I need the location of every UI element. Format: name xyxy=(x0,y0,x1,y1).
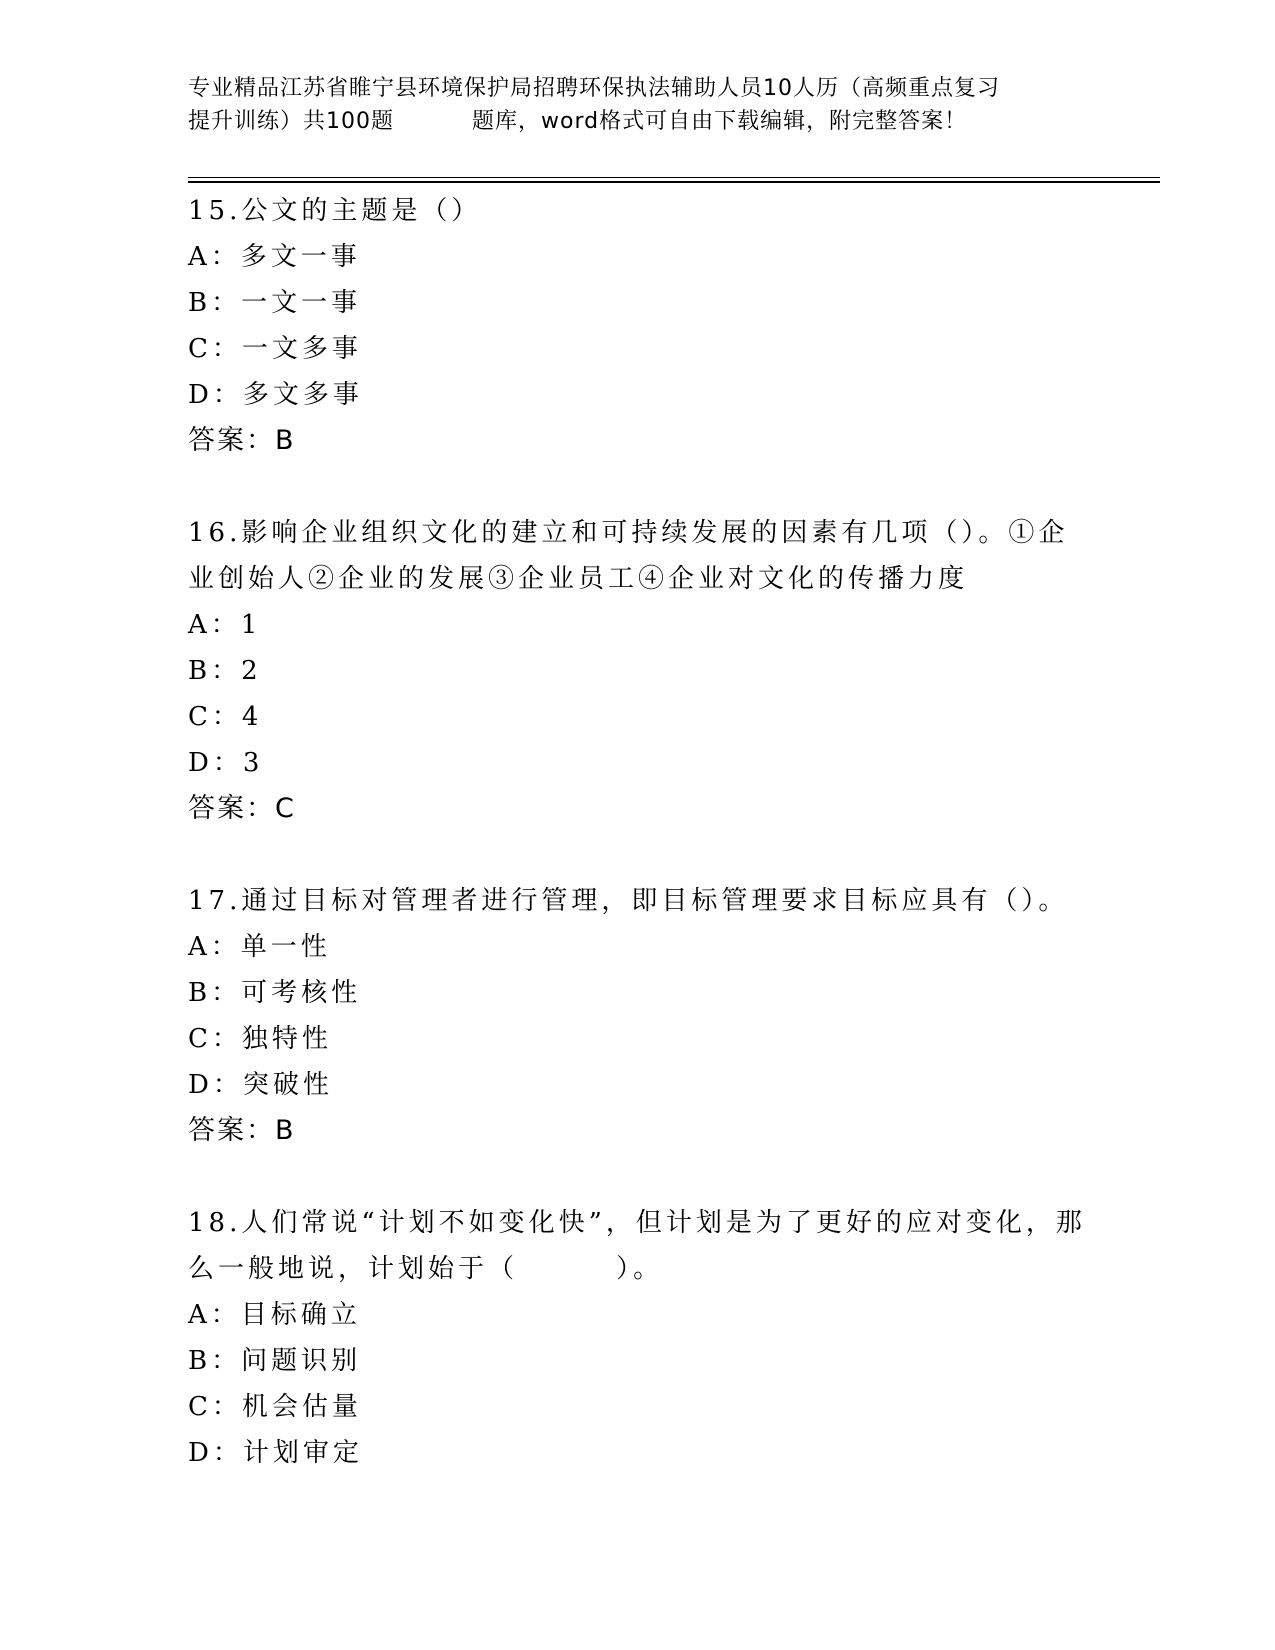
document-header xyxy=(188,72,1088,138)
question-stem: 15.公文的主题是（） xyxy=(188,196,482,226)
option-b: B：可考核性 xyxy=(188,978,362,1008)
header-title-line-1: 专业精品江苏省睢宁县环境保护局招聘环保执法辅助人员10人历（高频重点复习 xyxy=(188,76,1000,101)
option-b: B：问题识别 xyxy=(188,1346,362,1376)
option-a: A：单一性 xyxy=(188,932,331,962)
answer-text: 答案：C xyxy=(188,793,296,824)
option-d: D：3 xyxy=(188,748,264,778)
option-c: C：独特性 xyxy=(188,1024,332,1054)
option-c: C：4 xyxy=(188,702,263,732)
question-stem: 17.通过目标对管理者进行管理，即目标管理要求目标应具有（）。 xyxy=(188,886,1069,916)
header-divider-thick xyxy=(188,181,1160,183)
answer-text: 答案：B xyxy=(188,1115,296,1146)
option-d: D：多文多事 xyxy=(188,380,363,410)
question-18 xyxy=(188,1200,1088,1476)
option-c: C：机会估量 xyxy=(188,1392,362,1422)
option-a: A：1 xyxy=(188,610,262,640)
option-a: A：多文一事 xyxy=(188,242,361,272)
header-title-line-2 xyxy=(188,105,1088,138)
question-stem: 18.人们常说“计划不如变化快”，但计划是为了更好的应对变化，那么一般地说，计划始于（ ）。 xyxy=(188,1208,1086,1284)
option-d: D：突破性 xyxy=(188,1070,333,1100)
option-b: B：2 xyxy=(188,656,262,686)
question-list xyxy=(188,188,1088,1522)
option-c: C：一文多事 xyxy=(188,334,362,364)
header-divider-thin xyxy=(188,177,1160,178)
option-b: B：一文一事 xyxy=(188,288,362,318)
header-title-part-1: 提升训练）共100题 xyxy=(188,109,394,134)
question-16 xyxy=(188,510,1088,832)
option-d: D：计划审定 xyxy=(188,1438,363,1468)
option-a: A：目标确立 xyxy=(188,1300,361,1330)
question-17 xyxy=(188,878,1088,1154)
header-title-part-2: 题库，word格式可自由下载编辑，附完整答案！ xyxy=(472,109,968,134)
question-15 xyxy=(188,188,1088,464)
question-stem: 16.影响企业组织文化的建立和可持续发展的因素有几项（）。①企业创始人②企业的发展③企业员工④企业对文化的传播力度 xyxy=(188,518,1069,594)
answer-text: 答案：B xyxy=(188,425,296,456)
